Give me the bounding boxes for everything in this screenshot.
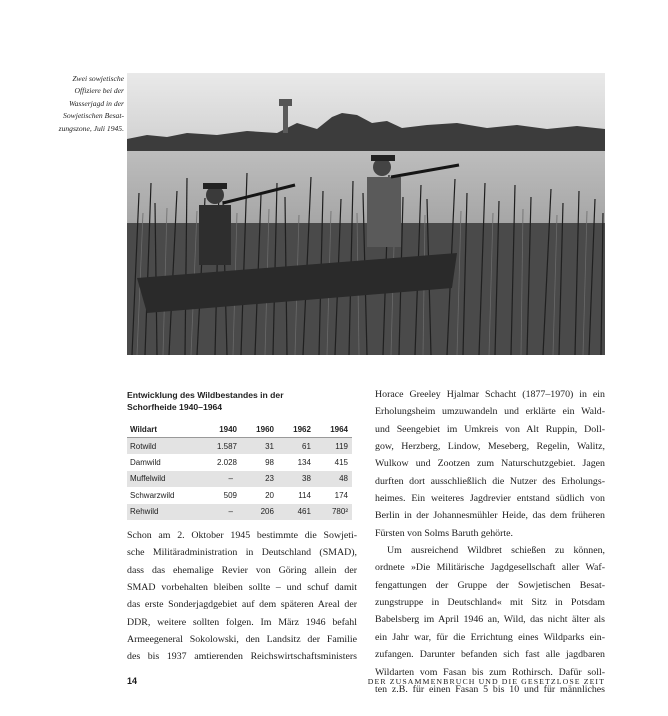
- table-cell: 461: [278, 504, 315, 520]
- body-line: heimes. Ein weiteres Jagdrevier entstand südlich von: [375, 493, 605, 505]
- page-number: 14: [127, 676, 138, 686]
- body-line: und Seengebiet im Umkreis von Alt Ruppin, Doll-: [375, 423, 605, 435]
- table-row: [127, 471, 352, 487]
- hunting-photo: [127, 73, 605, 355]
- body-line: Fürsten von Solms Baruth gehörte.: [375, 527, 513, 539]
- table-cell: Muffelwild: [127, 471, 201, 487]
- body-line: Horace Greeley Hjalmar Schacht (1877–1970) in ein: [375, 389, 605, 400]
- table-header-cell: 1940: [201, 421, 241, 438]
- table-row: [127, 487, 352, 503]
- body-line: ein Jahr war, für die Errichtung eines Wildparks ein-: [375, 631, 605, 643]
- table-cell: Rehwild: [127, 504, 201, 520]
- table-row: [127, 504, 352, 520]
- caption-line: Zwei sowjetische: [72, 74, 124, 83]
- table-cell: Schwarzwild: [130, 490, 175, 500]
- body-line: sche Militäradministration in Deutschland (SMAD),: [127, 547, 357, 559]
- body-line: fengattungen der Gruppe der Sowjetischen Besat-: [375, 579, 605, 591]
- table-header-cell: 1964: [315, 421, 352, 438]
- body-line: Armeegeneral Sokolowski, den Landsitz der Familie: [127, 634, 357, 646]
- table-row: [127, 438, 352, 455]
- wildlife-table: [127, 421, 352, 520]
- body-text-left-column: [127, 527, 357, 666]
- body-line: gow, Herzberg, Lindow, Meseberg, Regelin, Walitz,: [375, 441, 605, 453]
- table-cell: 206: [241, 504, 278, 520]
- table-cell: 20: [265, 490, 274, 500]
- body-line: SMAD vorbehalten bleiben sollte – und schuf damit: [127, 582, 357, 594]
- body-line: Schon am 2. Oktober 1945 bestimmte die Sowjeti-: [127, 530, 357, 541]
- photo-caption: [20, 73, 124, 135]
- table-cell: 1.587: [201, 438, 241, 455]
- body-line: Um ausreichend Wildbret schießen zu können,: [387, 545, 605, 557]
- body-line: DDR, weitere sollten folgen. Im März 1946 befahl: [127, 616, 357, 628]
- table-cell: –: [201, 471, 241, 487]
- table-cell: 61: [278, 438, 315, 455]
- table-header-row: [127, 421, 352, 438]
- table-cell: 780²: [315, 504, 352, 520]
- photo-illustration: [127, 73, 605, 355]
- table-cell: 31: [241, 438, 278, 455]
- caption-line: zungszone, Juli 1945.: [58, 123, 124, 133]
- body-line: Wulkow und Zootzen zum Naturschutzgebiet. Jagen: [375, 458, 605, 470]
- body-line: dass das ehemalige Revier von Göring allein der: [127, 564, 357, 576]
- body-line: zufangen. Darunter befanden sich fast alle jagdbaren: [375, 649, 605, 661]
- body-line: durften dort ausschließlich die Nutzer des Erholungs-: [375, 475, 605, 487]
- caption-line: Sowjetischen Besat-: [63, 111, 124, 121]
- table-cell: 38: [278, 471, 315, 487]
- table-cell: 2.028: [216, 458, 237, 468]
- caption-line: Wasserjagd in der: [69, 98, 124, 108]
- body-line: des bis 1937 amtierenden Reichswirtschaftsministers: [127, 651, 357, 663]
- caption-line: Offiziere bei der: [74, 86, 124, 96]
- table-header-cell: 1962: [278, 421, 315, 438]
- table-header-cell: Wildart: [127, 421, 201, 438]
- table-title-line: Entwicklung des Wildbestandes in der: [127, 390, 284, 400]
- body-line: das erste Sonderjagdgebiet auf dem späteren Areal der: [127, 599, 357, 611]
- running-footer-title: DER ZUSAMMENBRUCH UND DIE GESETZLOSE ZEIT: [367, 677, 605, 686]
- table-cell: 23: [241, 471, 278, 487]
- table-cell: 114: [298, 490, 311, 500]
- table-header-cell: 1960: [241, 421, 278, 438]
- body-line: Babelsberg im April 1946 an, Wild, das nicht älter als: [375, 614, 605, 626]
- body-line: zungstruppe in Deutschland« mit Sitz in Potsdam: [375, 597, 605, 609]
- body-line: Berlin in der Johannesmühler Heide, das dem früheren: [375, 510, 605, 522]
- body-line: Wildarten vom Fasan bis zum Rothirsch. Dafür soll-: [375, 666, 605, 678]
- body-text-right-column: [375, 386, 605, 698]
- table-title-line: Schorfheide 1940–1964: [127, 402, 223, 412]
- table-cell: 415: [334, 458, 348, 468]
- table-cell: 98: [265, 458, 274, 468]
- table-cell: 119: [315, 438, 352, 455]
- table-title: [127, 389, 352, 413]
- body-line: ten z.B. für einen Fasan 5 bis 10 und für männliches: [375, 683, 605, 695]
- table-cell: 48: [315, 471, 352, 487]
- body-line: Erholungsheim umzuwandeln und erklärte ein Wald-: [375, 406, 605, 418]
- table-row: [127, 454, 352, 470]
- body-line: ordnete »Die Militärische Jagdgesellschaft aller Waf-: [375, 562, 605, 574]
- table-cell: Damwild: [130, 458, 161, 468]
- wildlife-table-block: [127, 389, 352, 520]
- table-cell: Rotwild: [127, 438, 201, 455]
- table-cell: 509: [223, 490, 237, 500]
- table-cell: –: [201, 504, 241, 520]
- table-cell: 174: [334, 490, 348, 500]
- table-cell: 134: [297, 458, 311, 468]
